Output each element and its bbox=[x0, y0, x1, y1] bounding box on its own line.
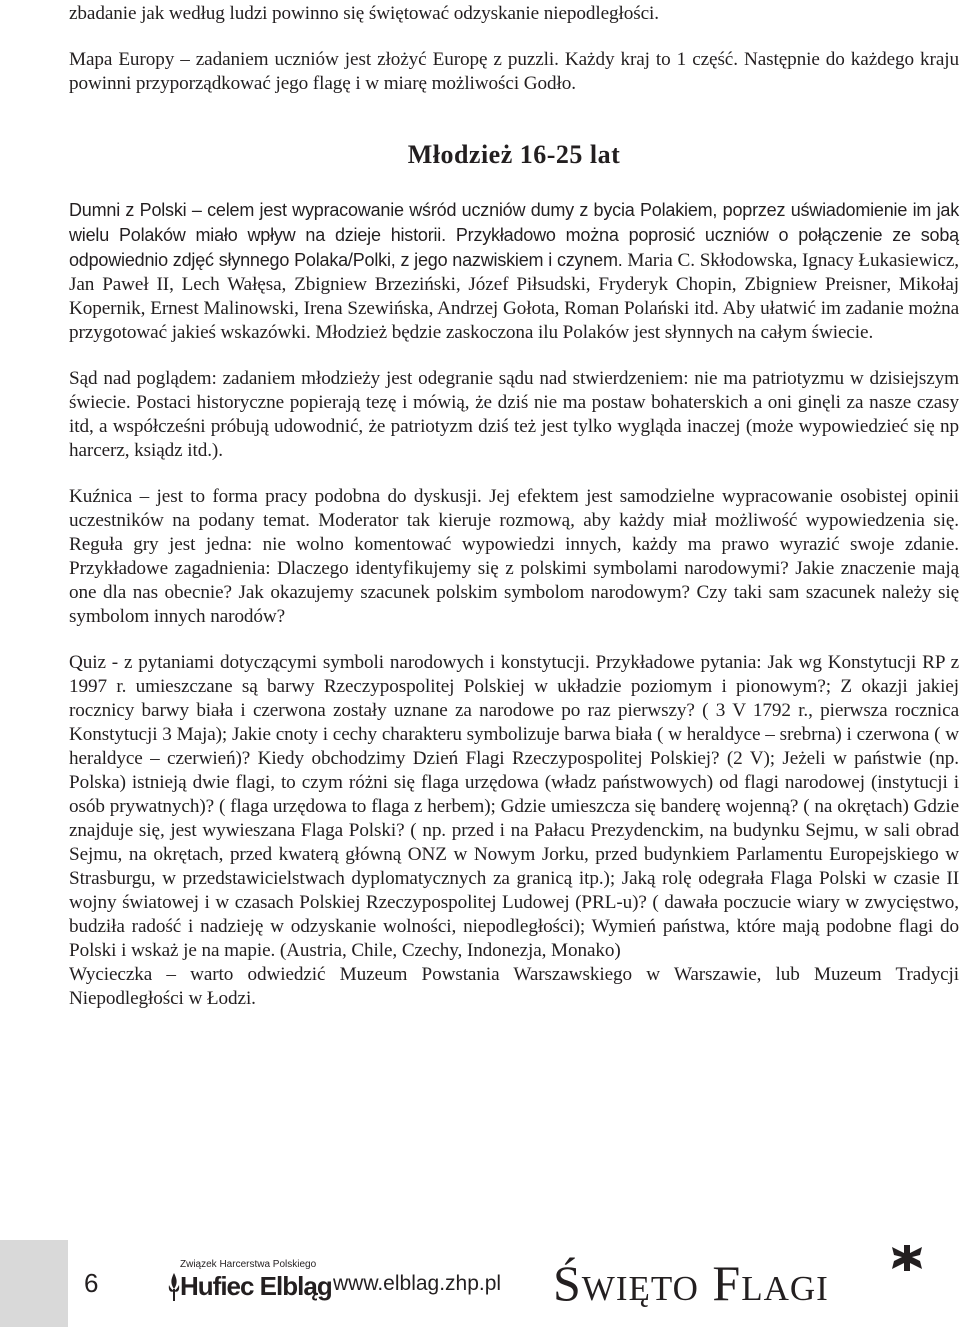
brand-title: Święto Flagi bbox=[553, 1255, 829, 1311]
flag-cross-icon bbox=[890, 1243, 924, 1273]
paragraph-kuznica: Kuźnica – jest to forma pracy podobna do dyskusji. Jej efektem jest samodzielne wypracowanie osobistej opinii uczestników na podany temat. Moderator tak kieruje rozmową, aby każdy miał możliwość wypowiedzenia się. Reguła gry jest jedna: nie wolno komentować wypowiedzi innych, każdy ma prawo wyrazić swoje zdanie. Przykładowe zagadnienia: Dlaczego identyfikujemy się z polskimi symbolami narodowymi? Jakie znaczenie mają one dla nas obecnie? Jak okazujemy szacunek polskim symbolom narodowym? Czy taki sam szacunek należy się symbolom innych narodów? bbox=[69, 486, 959, 627]
paragraph-intro-tail: zbadanie jak według ludzi powinno się świętować odzyskanie niepodległości. bbox=[69, 3, 659, 24]
fleur-de-lis-icon bbox=[168, 1273, 180, 1301]
paragraph-quiz: Quiz - z pytaniami dotyczącymi symboli narodowych i konstytucji. Przykładowe pytania: Jak wg Konstytucji RP z 1997 r. umieszczane są barwy Rzeczypospolitej Polskiej w układzie poziomym i pionowym?; Z okazji jakiej rocznicy barwy biała i czerwona zostały uznane za narodowe po raz pierwszy? ( 3 V 1792 r., pierwsza rocznica Konstytucji 3 Maja); Jakie cnoty i cechy charakteru symbolizuje barwa biała ( w heraldyce – srebrna) i czerwona ( w heraldyce – czerwień)? Kiedy obchodzimy Dzień Flagi Rzeczypospolitej Polskiej? (2 V); Jeżeli w państwie (np. Polska) istnieją dwie flagi, to czym różni się flaga urzędowa (władz państwowych) od flagi narodowej (instytucji i osób prywatnych)? ( flaga urzędowa to flaga z herbem); Gdzie umieszcza się banderę wojenną? ( na okrętach) Gdzie znajduje się, jest wywieszana Flaga Polski? ( np. przed i na Pałacu Prezydenckim, na budynku Sejmu, w sali obrad Sejmu, na okrętach, przed kwaterą główną ONZ w Nowym Jorku, przed budynkiem Parlamentu Europejskiego w Strasburgu, w przedstawicielstwach dyplomatycznych za granicą itp.); Jaką rolę odegrała Flaga Polski w czasie II wojny światowej i w czasach Polskiej Rzeczypospolitej Ludowej (PRL-u)? ( dawała poczucie wiary w zwycięstwo, budziła radość i nadzieję w odzyskanie wolności, niepodległości); Wymień państwa, które mają podobne flagi do Polski i wskaż je na mapie. (Austria, Chile, Czechy, Indonezja, Monako) bbox=[69, 652, 959, 961]
page-number: 6 bbox=[84, 1268, 99, 1298]
paragraph-dumni-names: Maria C. Skłodowska, Ignacy Łukasiewicz, Jan Paweł II, Lech Wałęsa, Zbigniew Brzeziński, Józef Piłsudski, Fryderyk Chopin, Zbigniew Preisner, Mikołaj Kopernik, Ernest Malinowski, Irena Szewińska, Andrzej Gołota, Roman Polański itd. Aby ułatwić im zadanie można przygotować jakieś wskazówki. Młodzież będzie zaskoczona ilu Polaków jest słynnych na całym świecie. bbox=[69, 250, 959, 343]
paragraph-wycieczka: Wycieczka – warto odwiedzić Muzeum Powstania Warszawskiego w Warszawie, lub Muzeum Tradycji Niepodległości w Łodzi. bbox=[69, 964, 959, 1009]
document-body bbox=[69, 0, 959, 1011]
org-name-top: Związek Harcerstwa Polskiego bbox=[180, 1259, 317, 1270]
paragraph-sad-nad-pogladem: Sąd nad poglądem: zadaniem młodzieży jest odegranie sądu nad stwierdzeniem: nie ma patriotyzmu w dzisiejszym świecie. Postaci historyczne popierają tezę i mówią, że dziś nie ma postaw bohaterskich a oni ginęli za nasze czasy itd, a współcześni próbują udowodnić, że patriotyzm dziś też jest tylko wygląda inaczej (może wypowiedzieć się np harcerz, ksiądz itd.). bbox=[69, 368, 959, 461]
footer-page-tab bbox=[0, 1240, 68, 1327]
paragraph-dumni-z-polski bbox=[69, 198, 959, 345]
paragraph-dumni-sans: Dumni z Polski – celem jest wypracowanie wśród uczniów dumy z bycia Polakiem, poprzez uświadomienie im jak wielu Polaków miało wpływ na dzieje historii. Przykładowo można poprosić uczniów o połączenie ze sobą odpowiednio zdjęć słynnego Polaka/Polki, z jego nazwiskiem i czynem. bbox=[69, 200, 959, 270]
paragraph-mapa-europy: Mapa Europy – zadaniem uczniów jest złożyć Europę z puzzli. Każdy kraj to 1 część. Następnie do każdego kraju powinni przyporządkować jego flagę i w miarę możliwości Godło. bbox=[69, 49, 959, 94]
section-heading: Młodzież 16-25 lat bbox=[407, 140, 621, 169]
website-url[interactable]: www.elblag.zhp.pl bbox=[333, 1272, 502, 1295]
org-name-main: Hufiec Elbląg bbox=[180, 1271, 332, 1301]
hufiec-logo bbox=[168, 1259, 332, 1307]
